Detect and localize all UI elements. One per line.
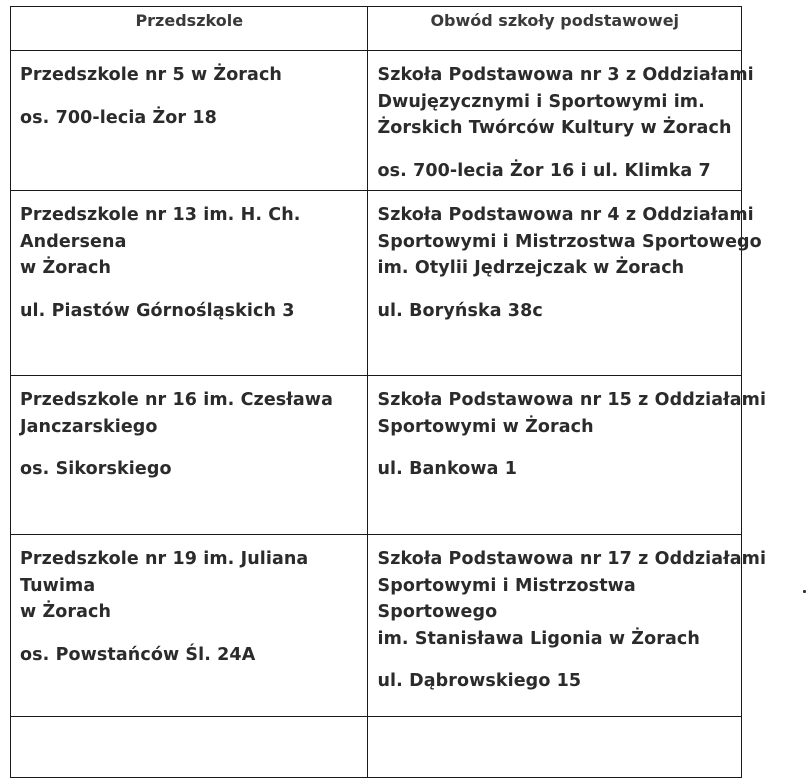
kindergarten-name: w Żorach bbox=[20, 602, 112, 622]
kindergarten-address: os. Sikorskiego bbox=[20, 459, 172, 479]
table-row bbox=[11, 376, 742, 535]
kindergarten-cell bbox=[11, 535, 368, 717]
header-kindergarten: Przedszkole bbox=[11, 7, 368, 51]
kindergarten-name: Przedszkole nr 19 im. Juliana bbox=[20, 549, 309, 569]
kindergarten-name: Tuwima bbox=[20, 575, 96, 596]
school-cell bbox=[368, 535, 767, 717]
school-name: Szkoła Podstawowa nr 3 z Oddziałami bbox=[377, 65, 754, 85]
school-cell bbox=[368, 376, 767, 535]
table-header-row bbox=[11, 7, 742, 51]
school-name: im. Stanisława Ligonia w Żorach bbox=[377, 628, 700, 649]
kindergarten-name: Janczarskiego bbox=[20, 416, 158, 437]
school-address: ul. Dąbrowskiego 15 bbox=[377, 671, 582, 691]
school-name: Sportowymi i Mistrzostwa Sportowego bbox=[377, 231, 762, 252]
school-name: Sportowymi w Żorach bbox=[377, 416, 594, 437]
kindergarten-cell bbox=[11, 51, 368, 191]
table-row bbox=[11, 191, 742, 376]
kindergarten-cell bbox=[11, 376, 368, 535]
kindergarten-name: Przedszkole nr 13 im. H. Ch. bbox=[20, 205, 301, 225]
kindergarten-name: Przedszkole nr 16 im. Czesława bbox=[20, 390, 333, 410]
school-name: im. Otylii Jędrzejczak w Żorach bbox=[377, 258, 685, 278]
school-name: Szkoła Podstawowa nr 15 z Oddziałami bbox=[377, 390, 767, 410]
stray-mark bbox=[803, 590, 806, 593]
school-name: Szkoła Podstawowa nr 4 z Oddziałami bbox=[377, 205, 754, 225]
table-row bbox=[11, 51, 742, 191]
kindergarten-address: os. Powstańców Śl. 24A bbox=[20, 644, 256, 665]
school-address: ul. Boryńska 38c bbox=[377, 300, 543, 321]
table-row bbox=[11, 535, 742, 717]
kindergarten-name: Przedszkole nr 5 w Żorach bbox=[20, 65, 282, 85]
kindergarten-address: os. 700-lecia Żor 18 bbox=[20, 107, 217, 128]
school-name: Żorskich Twórców Kultury w Żorach bbox=[377, 118, 732, 138]
kindergarten-address: ul. Piastów Górnośląskich 3 bbox=[20, 300, 295, 321]
school-name: Dwujęzycznymi i Sportowymi im. bbox=[377, 91, 705, 112]
kindergarten-cell bbox=[11, 191, 368, 376]
header-school-district: Obwód szkoły podstawowej bbox=[368, 7, 742, 51]
kindergarten-name: Andersena bbox=[20, 231, 127, 252]
school-address: os. 700-lecia Żor 16 i ul. Klimka 7 bbox=[377, 160, 711, 181]
school-cell bbox=[368, 51, 754, 191]
school-name: Szkoła Podstawowa nr 17 z Oddziałami bbox=[377, 549, 767, 569]
kindergarten-name: w Żorach bbox=[20, 258, 112, 278]
school-name: Sportowymi i Mistrzostwa bbox=[377, 575, 636, 596]
school-address: ul. Bankowa 1 bbox=[377, 459, 518, 479]
school-name: Sportowego bbox=[377, 602, 498, 622]
kindergarten-school-table bbox=[10, 6, 767, 778]
school-cell bbox=[368, 191, 762, 376]
